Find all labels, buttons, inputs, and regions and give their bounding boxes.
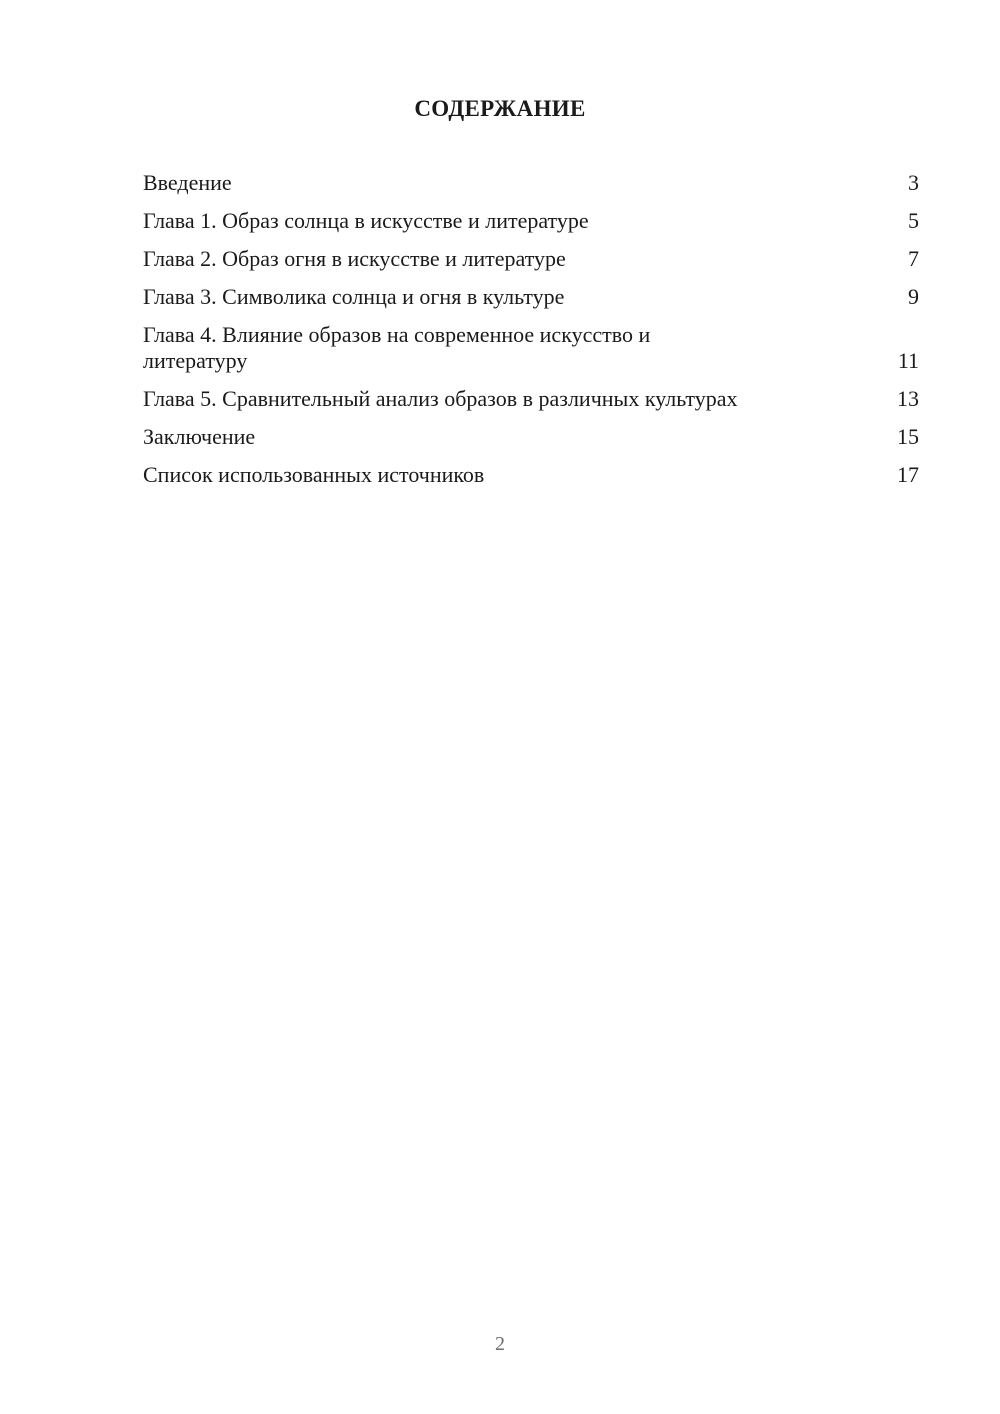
toc-entry-label: Введение xyxy=(143,170,232,195)
toc-entry-chapter-3[interactable] xyxy=(143,284,919,310)
toc-entry-page: 17 xyxy=(897,462,919,487)
toc-entry-label: Глава 1. Образ солнца в искусстве и литературе xyxy=(143,208,589,233)
toc-entry-page: 13 xyxy=(897,386,919,411)
toc-entry-page: 3 xyxy=(908,170,919,195)
toc-heading-text: СОДЕРЖАНИЕ xyxy=(414,96,586,121)
toc-entry-page: 15 xyxy=(897,424,919,449)
toc-entry-page: 11 xyxy=(897,348,919,373)
toc-entry-page: 5 xyxy=(908,208,919,233)
page-number xyxy=(72,1333,1000,1356)
toc-entry-label: Глава 5. Сравнительный анализ образов в различных культурах xyxy=(143,386,738,411)
toc-entry-introduction[interactable] xyxy=(143,170,919,196)
toc-entry-chapter-1[interactable] xyxy=(143,208,919,234)
toc-entry-chapter-4[interactable] xyxy=(143,322,919,374)
toc-entry-references[interactable] xyxy=(143,462,919,488)
page-number-text: 2 xyxy=(495,1333,505,1355)
toc-entry-label: Список использованных источников xyxy=(143,462,485,487)
toc-entry-page: 9 xyxy=(908,284,919,309)
toc-entry-label: Глава 4. Влияние образов на современное искусство и литературу xyxy=(143,322,651,373)
toc-entry-label: Глава 3. Символика солнца и огня в культуре xyxy=(143,284,565,309)
toc-entry-label: Глава 2. Образ огня в искусстве и литературе xyxy=(143,246,566,271)
toc-entry-label: Заключение xyxy=(143,424,256,449)
toc-entry-conclusion[interactable] xyxy=(143,424,919,450)
toc-entry-chapter-5[interactable] xyxy=(143,386,919,412)
toc-entry-chapter-2[interactable] xyxy=(143,246,919,272)
toc-heading xyxy=(72,96,1000,122)
toc-entry-page: 7 xyxy=(908,246,919,271)
table-of-contents xyxy=(143,170,919,500)
